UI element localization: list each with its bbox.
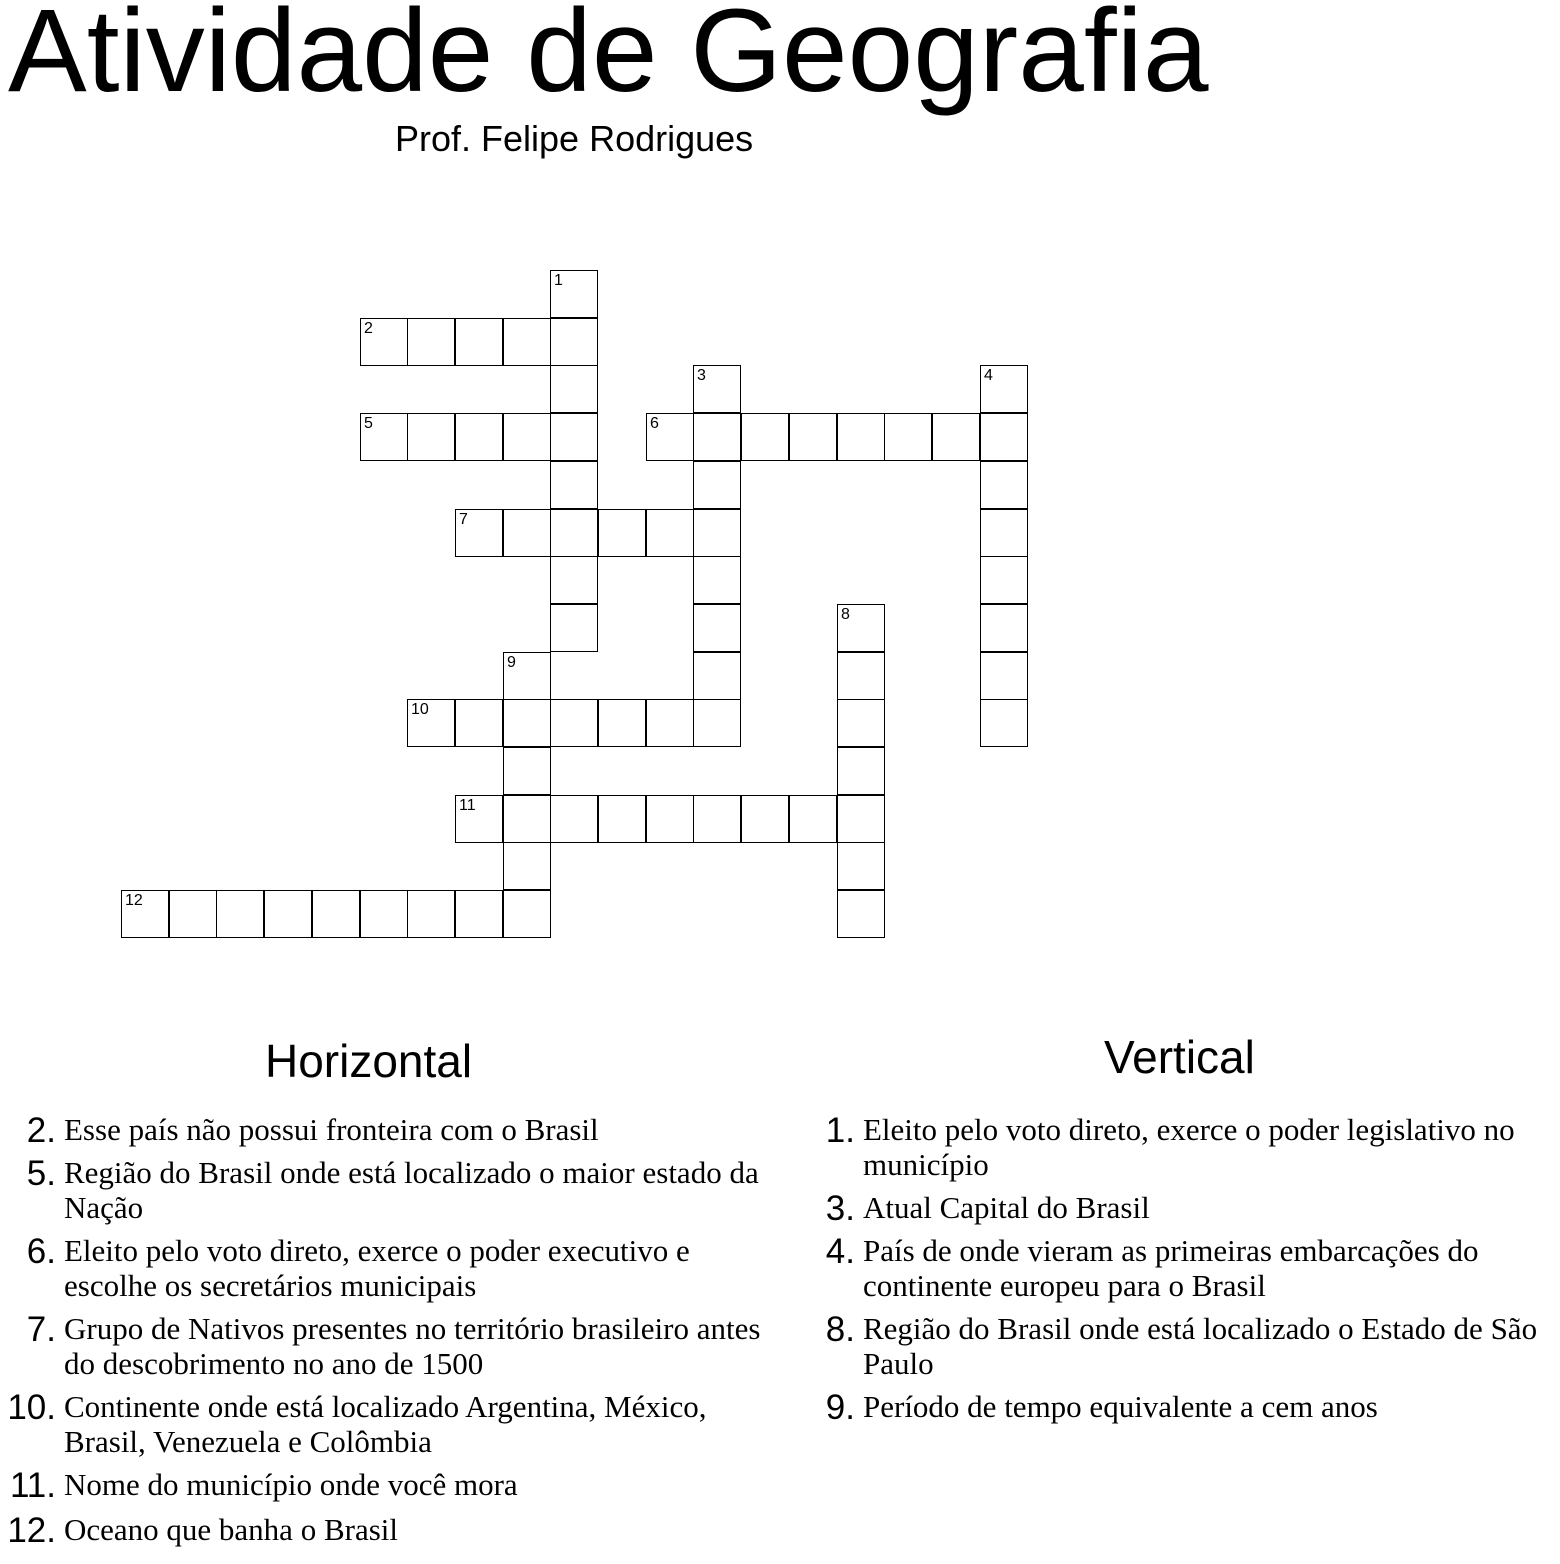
clue-text: Continente onde está localizado Argentina, México, Brasil, Venezuela e Colômbia — [64, 1389, 707, 1459]
crossword-cell[interactable] — [646, 699, 694, 747]
crossword-cell[interactable] — [169, 890, 217, 938]
down-clue — [800, 1233, 1560, 1303]
across-clue — [1, 1466, 761, 1505]
cell-number: 10 — [411, 701, 429, 718]
crossword-cell[interactable] — [884, 413, 932, 461]
crossword-cell[interactable] — [360, 413, 408, 461]
page-title: Atividade de Geografia — [8, 0, 1209, 117]
crossword-cell[interactable] — [598, 509, 646, 557]
crossword-cell[interactable] — [789, 413, 837, 461]
crossword-cell[interactable] — [837, 747, 885, 795]
cell-number: 5 — [364, 415, 373, 432]
crossword-cell[interactable] — [837, 652, 885, 700]
crossword-cell[interactable] — [693, 604, 741, 652]
crossword-cell[interactable] — [455, 795, 503, 843]
crossword-cell[interactable] — [360, 318, 408, 366]
crossword-cell[interactable] — [837, 890, 885, 938]
clue-number: 6. — [26, 1232, 56, 1271]
crossword-cell[interactable] — [837, 413, 885, 461]
clue-text: País de onde vieram as primeiras embarcações do continente europeu para o Brasil — [863, 1233, 1479, 1303]
crossword-cell[interactable] — [550, 556, 598, 604]
crossword-cell[interactable] — [455, 318, 503, 366]
crossword-cell[interactable] — [407, 318, 455, 366]
crossword-cell[interactable] — [693, 413, 741, 461]
crossword-cell[interactable] — [503, 842, 551, 890]
page-subtitle: Prof. Felipe Rodrigues — [395, 118, 754, 159]
clue-text: Região do Brasil onde está localizado o maior estado da Nação — [64, 1155, 759, 1225]
clue-number: 9. — [825, 1388, 855, 1427]
crossword-cell[interactable] — [503, 747, 551, 795]
crossword-cell[interactable] — [121, 890, 169, 938]
crossword-cell[interactable] — [980, 604, 1028, 652]
crossword-cell[interactable] — [360, 890, 408, 938]
crossword-cell[interactable] — [980, 413, 1028, 461]
crossword-cell[interactable] — [741, 413, 789, 461]
across-clue-list — [1, 1111, 761, 1550]
cell-number: 8 — [841, 606, 850, 623]
crossword-cell[interactable] — [980, 652, 1028, 700]
clue-text: Esse país não possui fronteira com o Brasil — [64, 1112, 599, 1147]
crossword-cell[interactable] — [550, 604, 598, 652]
crossword-cell[interactable] — [741, 795, 789, 843]
across-clue — [1, 1155, 761, 1225]
crossword-cell[interactable] — [837, 795, 885, 843]
down-clue — [800, 1388, 1560, 1427]
crossword-cell[interactable] — [550, 795, 598, 843]
clue-number: 2. — [26, 1111, 56, 1150]
crossword-cell[interactable] — [789, 795, 837, 843]
cell-number: 9 — [507, 654, 516, 671]
clue-text: Oceano que banha o Brasil — [64, 1512, 398, 1547]
down-heading: Vertical — [1104, 1031, 1255, 1083]
crossword-cell[interactable] — [646, 413, 694, 461]
cell-number: 1 — [554, 272, 563, 289]
cell-number: 3 — [697, 367, 706, 384]
crossword-cell[interactable] — [550, 365, 598, 413]
across-clue — [1, 1511, 761, 1550]
crossword-cell[interactable] — [980, 699, 1028, 747]
clue-number: 8. — [825, 1310, 855, 1349]
clue-number: 3. — [825, 1189, 855, 1228]
clue-number: 12. — [7, 1511, 56, 1550]
crossword-cell[interactable] — [550, 318, 598, 366]
across-heading: Horizontal — [265, 1035, 473, 1087]
crossword-cell[interactable] — [550, 461, 598, 509]
crossword-cell[interactable] — [550, 699, 598, 747]
crossword-cell[interactable] — [264, 890, 312, 938]
crossword-cell[interactable] — [550, 413, 598, 461]
clue-number: 11. — [9, 1466, 56, 1505]
crossword-cell[interactable] — [693, 461, 741, 509]
clue-text: Eleito pelo voto direto, exerce o poder legislativo no município — [863, 1112, 1515, 1182]
crossword-cell[interactable] — [837, 699, 885, 747]
across-clue — [1, 1389, 761, 1459]
crossword-cell[interactable] — [693, 652, 741, 700]
crossword-cell[interactable] — [693, 699, 741, 747]
crossword-cell[interactable] — [503, 413, 551, 461]
crossword-cell[interactable] — [407, 413, 455, 461]
clue-number: 10. — [7, 1388, 56, 1427]
crossword-cell[interactable] — [598, 795, 646, 843]
cell-number: 11 — [459, 797, 476, 814]
cell-number: 12 — [125, 892, 143, 909]
crossword-cell[interactable] — [503, 795, 551, 843]
crossword-cell[interactable] — [598, 699, 646, 747]
clue-number: 5. — [26, 1154, 56, 1193]
crossword-cell[interactable] — [503, 318, 551, 366]
crossword-cell[interactable] — [646, 509, 694, 557]
clue-text: Nome do município onde você mora — [64, 1467, 518, 1502]
crossword-cell[interactable] — [216, 890, 264, 938]
crossword-cell[interactable] — [503, 699, 551, 747]
crossword-cell[interactable] — [503, 890, 551, 938]
crossword-cell[interactable] — [455, 699, 503, 747]
crossword-cell[interactable] — [407, 890, 455, 938]
cell-number: 4 — [984, 367, 993, 384]
down-clue-list — [800, 1111, 1560, 1427]
across-clue — [1, 1233, 761, 1303]
crossword-cell[interactable] — [980, 365, 1028, 413]
clue-text: Região do Brasil onde está localizado o Estado de São Paulo — [863, 1311, 1538, 1381]
crossword-cell[interactable] — [455, 509, 503, 557]
crossword-cell[interactable] — [693, 556, 741, 604]
crossword-cell[interactable] — [503, 652, 551, 700]
clue-number: 7. — [26, 1310, 56, 1349]
crossword-cell[interactable] — [550, 270, 598, 318]
clue-number: 1. — [825, 1111, 855, 1150]
down-clue — [800, 1112, 1560, 1182]
crossword-cell[interactable] — [312, 890, 360, 938]
crossword-cell[interactable] — [455, 890, 503, 938]
across-clue — [1, 1111, 761, 1150]
down-clue — [800, 1311, 1560, 1381]
clue-number: 4. — [825, 1232, 855, 1271]
clue-text: Grupo de Nativos presentes no território brasileiro antes do descobrimento no ano de 1500 — [64, 1311, 761, 1381]
crossword-cell[interactable] — [646, 795, 694, 843]
clue-text: Eleito pelo voto direto, exerce o poder executivo e escolhe os secretários municipais — [64, 1233, 690, 1303]
clue-text: Atual Capital do Brasil — [863, 1190, 1150, 1225]
crossword-cell[interactable] — [980, 461, 1028, 509]
crossword-cell[interactable] — [503, 509, 551, 557]
crossword-cell[interactable] — [837, 604, 885, 652]
clue-text: Período de tempo equivalente a cem anos — [863, 1389, 1378, 1424]
cell-number: 6 — [650, 415, 659, 432]
cell-number: 2 — [364, 320, 373, 337]
crossword-cell[interactable] — [693, 509, 741, 557]
down-clue — [800, 1189, 1560, 1228]
crossword-cell[interactable] — [932, 413, 980, 461]
crossword-cell[interactable] — [407, 699, 455, 747]
crossword-cell[interactable] — [693, 365, 741, 413]
crossword-cell[interactable] — [980, 556, 1028, 604]
crossword-cell[interactable] — [693, 795, 741, 843]
crossword-cell[interactable] — [837, 842, 885, 890]
crossword-cell[interactable] — [550, 509, 598, 557]
across-clue — [1, 1311, 761, 1381]
cell-number: 7 — [459, 511, 468, 528]
crossword-cell[interactable] — [455, 413, 503, 461]
crossword-cell[interactable] — [980, 509, 1028, 557]
